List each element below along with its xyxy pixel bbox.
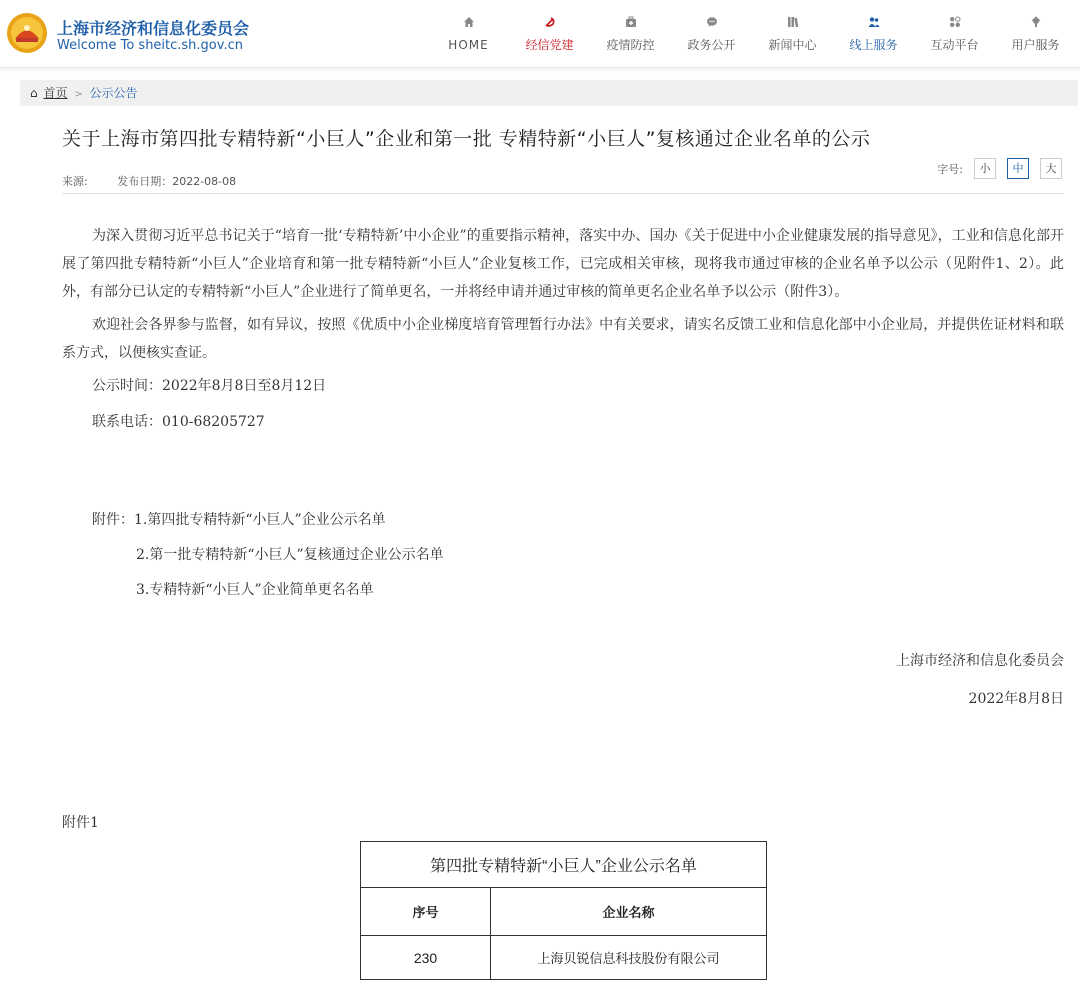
user-service-icon <box>995 16 1076 32</box>
nav-label: 用户服务 <box>1011 38 1060 52</box>
nav-label: 新闻中心 <box>768 38 817 52</box>
home-icon <box>428 16 509 32</box>
party-icon <box>509 16 590 32</box>
breadcrumb-home-link[interactable]: 首页 <box>43 86 68 100</box>
nav-label: 政务公开 <box>687 38 736 52</box>
nav-item-government-affairs[interactable] <box>671 16 752 52</box>
chat-bubble-icon <box>671 16 752 32</box>
publish-date: 发布日期：2022-08-08 <box>117 175 237 188</box>
nav-item-news-center[interactable] <box>752 16 833 52</box>
article-body <box>62 222 1064 444</box>
appendix-label: 附件1 <box>62 815 99 831</box>
table-header-row <box>361 888 767 936</box>
article-meta <box>62 173 262 189</box>
attachment-item-2[interactable] <box>136 545 444 565</box>
font-size-control <box>937 158 1062 179</box>
header-divider <box>62 193 1064 194</box>
nav-item-home[interactable] <box>428 16 509 52</box>
paragraph: 为深入贯彻习近平总书记关于“培育一批‘专精特新’中小企业”的重要指示精神，落实中办、国办《关于促进中小企业健康发展的指导意见》，工业和信息化部开展了第四批专精特新“小巨人”企业培育和第一批专精特新“小巨人”企业复核工作，已完成相关审核，现将我市通过审核的企业名单予以公示（见附件1、2）。此外，有部分已认定的专精特新“小巨人”企业进行了简单更名，一并将经申请并通过审核的简单更名企业名单予以公示（附件3）。 <box>62 228 1064 300</box>
nav-label: 线上服务 <box>849 38 898 52</box>
paragraph: 欢迎社会各界参与监督，如有异议，按照《优质中小企业梯度培育管理暂行办法》中有关要求，请实名反馈工业和信息化部中小企业局，并提供佐证材料和联系方式，以便核实查证。 <box>62 317 1064 361</box>
notice-period: 公示时间：2022年8月8日至8月12日 <box>92 378 327 394</box>
site-name[interactable]: 上海市经济和信息化委员会 <box>57 19 250 38</box>
attachment-item-3[interactable] <box>136 580 374 600</box>
nav-label: 互动平台 <box>930 38 979 52</box>
nav-item-party-building[interactable] <box>509 16 590 52</box>
attachments-label: 附件： <box>92 512 134 528</box>
table-row <box>361 936 767 980</box>
breadcrumb <box>20 80 1078 106</box>
font-size-large-button[interactable]: 大 <box>1040 158 1062 179</box>
site-logo-icon[interactable] <box>6 12 48 54</box>
signature-org: 上海市经济和信息化委员会 <box>896 653 1064 669</box>
main-nav <box>428 16 1076 52</box>
column-header-number: 序号 <box>361 888 491 936</box>
attachment-item-1[interactable] <box>92 510 386 530</box>
table-cell-company: 上海贝锐信息科技股份有限公司 <box>491 936 767 980</box>
font-size-label: 字号: <box>937 162 963 176</box>
company-table <box>360 841 767 980</box>
users-icon <box>833 16 914 32</box>
column-header-company: 企业名称 <box>491 888 767 936</box>
nav-label: 疫情防控 <box>606 38 655 52</box>
table-caption: 第四批专精特新“小巨人”企业公示名单 <box>361 842 767 888</box>
breadcrumb-separator: > <box>74 89 83 100</box>
attachment-link[interactable]: 1.第四批专精特新“小巨人”企业公示名单 <box>134 512 386 528</box>
nav-item-epidemic-control[interactable] <box>590 16 671 52</box>
medical-kit-icon <box>590 16 671 32</box>
contact-phone: 联系电话：010-68205727 <box>92 414 265 430</box>
breadcrumb-current-link[interactable]: 公示公告 <box>89 86 138 100</box>
nav-item-user-services[interactable] <box>995 16 1076 52</box>
nav-label: 经信党建 <box>525 38 574 52</box>
news-icon <box>752 16 833 32</box>
font-size-small-button[interactable]: 小 <box>974 158 996 179</box>
site-header <box>0 0 1080 68</box>
attachment-link[interactable]: 2.第一批专精特新“小巨人”复核通过企业公示名单 <box>136 547 444 563</box>
signature-date: 2022年8月8日 <box>968 691 1064 707</box>
nav-label: HOME <box>448 38 489 52</box>
attachment-link[interactable]: 3.专精特新“小巨人”企业简单更名名单 <box>136 582 374 598</box>
source-label: 来源: <box>62 175 88 188</box>
nav-item-online-services[interactable] <box>833 16 914 52</box>
home-icon: ⌂ <box>30 86 38 100</box>
nav-item-interactive-platform[interactable] <box>914 16 995 52</box>
font-size-medium-button[interactable]: 中 <box>1007 158 1029 179</box>
grid-icon <box>914 16 995 32</box>
table-cell-number: 230 <box>361 936 491 980</box>
page-title: 关于上海市第四批专精特新“小巨人”企业和第一批 专精特新“小巨人”复核通过企业名单的公示 <box>62 128 871 150</box>
site-subtitle: Welcome To sheitc.sh.gov.cn <box>57 38 243 53</box>
